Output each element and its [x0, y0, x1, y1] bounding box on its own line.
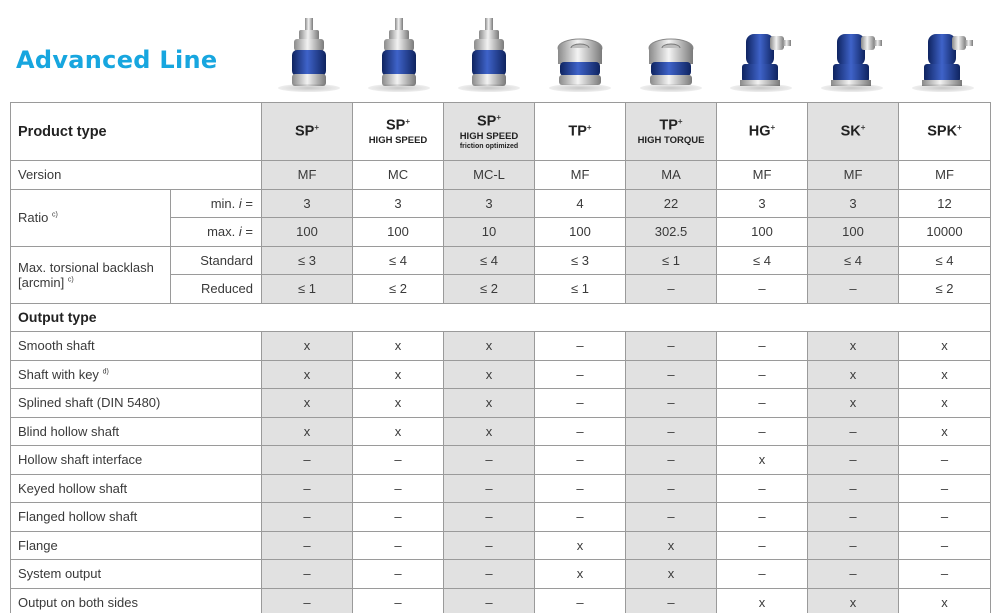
output-type-cell: –	[626, 389, 717, 418]
backlash-reduced-cell: ≤ 2	[444, 275, 535, 304]
output-type-cell: x	[717, 446, 808, 475]
output-type-cell: –	[444, 474, 535, 503]
output-type-cell: –	[535, 389, 626, 418]
output-type-cell: x	[899, 389, 991, 418]
backlash-standard-cell: ≤ 4	[444, 246, 535, 275]
version-cell: MF	[717, 161, 808, 190]
ratio-max-cell: 302.5	[626, 218, 717, 247]
output-type-section-row	[11, 303, 991, 332]
ratio-max-cell: 10000	[899, 218, 991, 247]
product-superscript: +	[314, 123, 319, 133]
output-type-cell: –	[444, 560, 535, 589]
product-superscript: +	[860, 123, 866, 133]
output-type-cell: x	[262, 360, 353, 389]
output-type-cell: x	[262, 417, 353, 446]
output-type-label: Smooth shaft	[11, 332, 262, 361]
output-type-cell: x	[626, 531, 717, 560]
ratio-max-cell: 100	[717, 218, 808, 247]
output-type-cell: –	[535, 474, 626, 503]
output-type-cell: –	[626, 332, 717, 361]
version-cell: MF	[808, 161, 899, 190]
output-type-cell: x	[899, 417, 991, 446]
product-name: SP	[476, 113, 497, 130]
output-type-cell: –	[353, 474, 444, 503]
output-type-cell: –	[262, 588, 353, 613]
output-type-cell: –	[717, 332, 808, 361]
product-name: SP	[385, 117, 406, 134]
product-type-header: Product type	[11, 103, 262, 161]
output-type-cell: –	[262, 560, 353, 589]
output-type-cell: x	[808, 332, 899, 361]
output-type-cell: –	[808, 503, 899, 532]
output-type-cell: –	[535, 503, 626, 532]
output-type-cell: –	[262, 531, 353, 560]
output-type-cell: x	[899, 360, 991, 389]
output-type-cell: –	[899, 503, 991, 532]
product-superscript: +	[586, 123, 592, 133]
output-type-cell: x	[808, 588, 899, 613]
output-type-cell: –	[717, 531, 808, 560]
sp-gearbox-image	[274, 14, 344, 96]
backlash-standard-cell: ≤ 3	[262, 246, 353, 275]
product-header	[808, 103, 899, 161]
output-type-label: Shaft with key $^{d)}$	[11, 360, 262, 389]
version-cell: MF	[535, 161, 626, 190]
output-type-cell: –	[353, 588, 444, 613]
output-type-cell: –	[353, 503, 444, 532]
output-type-cell: x	[717, 588, 808, 613]
ratio-min-cell: 4	[535, 189, 626, 218]
output-type-row	[11, 531, 991, 560]
page-title: Advanced Line	[16, 46, 218, 74]
output-type-cell: x	[262, 332, 353, 361]
backlash-standard-cell: ≤ 1	[626, 246, 717, 275]
version-cell: MC-L	[444, 161, 535, 190]
output-type-label: System output	[11, 560, 262, 589]
version-cell: MC	[353, 161, 444, 190]
sp-high-speed-gearbox-image	[364, 14, 434, 96]
output-type-label: Output on both sides	[11, 588, 262, 613]
output-type-cell: –	[626, 446, 717, 475]
output-type-cell: –	[717, 503, 808, 532]
product-header	[626, 103, 717, 161]
footnote-marker: d)	[102, 368, 109, 376]
ratio-min-cell: 22	[626, 189, 717, 218]
version-cell: MF	[899, 161, 991, 190]
output-type-label: Blind hollow shaft	[11, 417, 262, 446]
backlash-standard-cell: ≤ 4	[808, 246, 899, 275]
output-type-cell: –	[262, 474, 353, 503]
output-type-cell: x	[353, 332, 444, 361]
output-type-row	[11, 446, 991, 475]
output-type-cell: –	[535, 446, 626, 475]
output-type-row	[11, 588, 991, 613]
ratio-max-label: max. i =	[171, 218, 262, 247]
output-type-cell: x	[353, 417, 444, 446]
product-header	[717, 103, 808, 161]
backlash-reduced-cell: –	[717, 275, 808, 304]
ratio-max-cell: 100	[262, 218, 353, 247]
output-type-cell: –	[808, 474, 899, 503]
ratio-max-cell: 100	[353, 218, 444, 247]
ratio-min-label: min. i =	[171, 189, 262, 218]
output-type-cell: –	[626, 588, 717, 613]
output-type-cell: x	[444, 360, 535, 389]
output-type-cell: –	[444, 446, 535, 475]
output-type-label: Splined shaft (DIN 5480)	[11, 389, 262, 418]
ratio-min-cell: 3	[353, 189, 444, 218]
output-type-cell: –	[717, 417, 808, 446]
output-type-cell: x	[444, 332, 535, 361]
sp-high-speed-fo-gearbox-image	[454, 14, 524, 96]
output-type-cell: –	[535, 360, 626, 389]
tp-gearbox-image	[545, 14, 615, 96]
footnote-marker: c)	[67, 276, 74, 284]
backlash-label: Max. torsional backlash [arcmin] $^{c)}$	[11, 246, 171, 303]
output-type-cell: x	[262, 389, 353, 418]
output-type-cell: x	[535, 560, 626, 589]
product-header	[899, 103, 991, 161]
ratio-min-cell: 3	[808, 189, 899, 218]
product-header	[262, 103, 353, 161]
output-type-cell: –	[717, 360, 808, 389]
product-header	[444, 103, 535, 161]
spk-gearbox-image	[908, 14, 978, 96]
product-variant: HIGH SPEED	[459, 130, 519, 142]
output-type-cell: –	[444, 531, 535, 560]
output-type-cell: x	[444, 389, 535, 418]
ratio-min-cell: 3	[444, 189, 535, 218]
ratio-min-cell: 3	[717, 189, 808, 218]
product-superscript: +	[677, 117, 683, 127]
header-row	[11, 103, 991, 161]
output-type-row	[11, 560, 991, 589]
backlash-reduced-cell: ≤ 2	[353, 275, 444, 304]
product-superscript: +	[496, 113, 501, 123]
output-type-cell: –	[808, 531, 899, 560]
ratio-max-cell: 100	[535, 218, 626, 247]
product-superscript: +	[405, 117, 410, 127]
output-type-cell: x	[808, 360, 899, 389]
output-type-row	[11, 474, 991, 503]
version-cell: MA	[626, 161, 717, 190]
output-type-label: Keyed hollow shaft	[11, 474, 262, 503]
ratio-max-cell: 10	[444, 218, 535, 247]
version-cell: MF	[262, 161, 353, 190]
product-superscript: +	[957, 123, 962, 133]
output-type-cell: –	[899, 560, 991, 589]
output-type-row	[11, 389, 991, 418]
product-name: SPK	[927, 123, 958, 140]
product-name: TP	[568, 123, 587, 140]
product-superscript: +	[770, 123, 776, 133]
output-type-cell: –	[535, 332, 626, 361]
output-type-cell: –	[808, 560, 899, 589]
backlash-standard-cell: ≤ 3	[535, 246, 626, 275]
output-type-cell: –	[262, 503, 353, 532]
product-header	[535, 103, 626, 161]
output-type-cell: –	[262, 446, 353, 475]
output-type-cell: x	[353, 360, 444, 389]
output-type-cell: –	[717, 389, 808, 418]
hg-gearbox-image	[726, 14, 796, 96]
output-type-cell: –	[808, 417, 899, 446]
output-type-cell: –	[717, 560, 808, 589]
version-row	[11, 161, 991, 190]
product-name: SP	[294, 123, 315, 140]
output-type-label: Hollow shaft interface	[11, 446, 262, 475]
output-type-row	[11, 360, 991, 389]
output-type-row	[11, 332, 991, 361]
output-type-cell: –	[353, 446, 444, 475]
output-type-cell: –	[535, 588, 626, 613]
product-name: HG	[748, 123, 771, 140]
output-type-cell: x	[535, 531, 626, 560]
ratio-min-row	[11, 189, 991, 218]
output-type-cell: x	[899, 588, 991, 613]
product-variant-note: friction optimized	[459, 142, 519, 150]
output-type-label: Flanged hollow shaft	[11, 503, 262, 532]
backlash-reduced-cell: ≤ 2	[899, 275, 991, 304]
tp-high-torque-gearbox-image	[636, 14, 706, 96]
output-type-cell: –	[899, 531, 991, 560]
footnote-marker: c)	[51, 211, 58, 219]
output-type-cell: –	[808, 446, 899, 475]
product-header	[353, 103, 444, 161]
backlash-reduced-cell: –	[626, 275, 717, 304]
backlash-standard-row	[11, 246, 991, 275]
output-type-cell: –	[899, 474, 991, 503]
output-type-cell: –	[626, 474, 717, 503]
product-variant: HIGH SPEED	[368, 134, 428, 146]
sk-gearbox-image	[817, 14, 887, 96]
backlash-standard-label: Standard	[171, 246, 262, 275]
output-type-cell: x	[808, 389, 899, 418]
output-type-cell: –	[626, 503, 717, 532]
backlash-standard-cell: ≤ 4	[353, 246, 444, 275]
output-type-cell: –	[626, 417, 717, 446]
output-type-cell: –	[353, 531, 444, 560]
backlash-standard-cell: ≤ 4	[717, 246, 808, 275]
backlash-reduced-cell: –	[808, 275, 899, 304]
output-type-row	[11, 503, 991, 532]
product-comparison-table	[10, 102, 991, 613]
backlash-standard-cell: ≤ 4	[899, 246, 991, 275]
output-type-cell: –	[353, 560, 444, 589]
ratio-min-cell: 3	[262, 189, 353, 218]
output-type-cell: –	[899, 446, 991, 475]
output-type-cell: x	[899, 332, 991, 361]
output-type-cell: –	[717, 474, 808, 503]
output-type-cell: –	[444, 588, 535, 613]
output-type-cell: –	[444, 503, 535, 532]
backlash-reduced-cell: ≤ 1	[262, 275, 353, 304]
ratio-max-cell: 100	[808, 218, 899, 247]
output-type-cell: –	[535, 417, 626, 446]
backlash-reduced-cell: ≤ 1	[535, 275, 626, 304]
ratio-label: Ratio $^{c)}$	[11, 189, 171, 246]
version-label: Version	[11, 161, 262, 190]
output-type-cell: x	[626, 560, 717, 589]
output-type-row	[11, 417, 991, 446]
product-name: SK	[840, 123, 861, 140]
output-type-cell: x	[444, 417, 535, 446]
output-type-label: Flange	[11, 531, 262, 560]
backlash-reduced-label: Reduced	[171, 275, 262, 304]
product-variant: HIGH TORQUE	[637, 134, 705, 146]
output-type-heading: Output type	[11, 303, 991, 332]
output-type-cell: x	[353, 389, 444, 418]
ratio-min-cell: 12	[899, 189, 991, 218]
product-name: TP	[659, 117, 678, 134]
output-type-cell: –	[626, 360, 717, 389]
